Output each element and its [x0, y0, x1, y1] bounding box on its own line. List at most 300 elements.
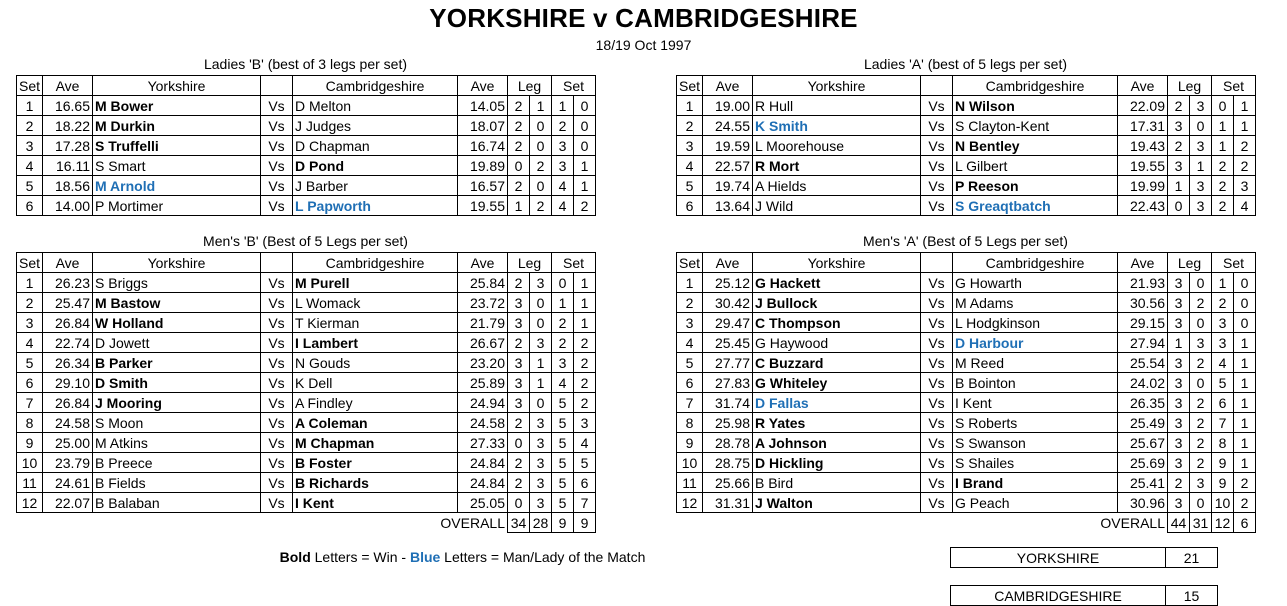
home-sets: 1 — [1212, 136, 1234, 156]
away-average: 21.79 — [458, 313, 508, 333]
set-number: 7 — [677, 393, 703, 413]
table-row — [677, 353, 1256, 373]
away-sets: 4 — [574, 433, 596, 453]
home-average: 25.66 — [703, 473, 753, 493]
away-player: I Kent — [953, 393, 1118, 413]
set-number: 3 — [17, 136, 43, 156]
away-average: 27.33 — [458, 433, 508, 453]
column-header: Leg — [508, 76, 552, 96]
away-legs: 3 — [530, 493, 552, 513]
away-average: 16.57 — [458, 176, 508, 196]
set-number: 10 — [17, 453, 43, 473]
home-legs: 3 — [1168, 353, 1190, 373]
vs-label: Vs — [921, 273, 953, 293]
away-average: 17.31 — [1118, 116, 1168, 136]
home-sets: 3 — [1212, 313, 1234, 333]
away-legs: 0 — [530, 393, 552, 413]
home-legs: 3 — [1168, 293, 1190, 313]
home-player: G Hackett — [753, 273, 921, 293]
home-sets: 9 — [1212, 473, 1234, 493]
vs-label: Vs — [261, 293, 293, 313]
vs-label: Vs — [261, 433, 293, 453]
away-sets: 2 — [1234, 136, 1256, 156]
table-row — [677, 136, 1256, 156]
vs-label: Vs — [261, 453, 293, 473]
vs-label: Vs — [261, 373, 293, 393]
home-sets: 3 — [552, 136, 574, 156]
home-legs: 3 — [1168, 156, 1190, 176]
table-row — [17, 493, 596, 513]
away-legs: 0 — [1190, 373, 1212, 393]
home-player: M Arnold — [93, 176, 261, 196]
overall-row — [17, 513, 596, 533]
away-player: N Gouds — [293, 353, 458, 373]
vs-label: Vs — [261, 116, 293, 136]
away-sets: 1 — [574, 313, 596, 333]
home-player: M Bastow — [93, 293, 261, 313]
vs-label: Vs — [921, 96, 953, 116]
home-average: 26.34 — [43, 353, 93, 373]
table-row — [677, 156, 1256, 176]
home-player: G Whiteley — [753, 373, 921, 393]
vs-label: Vs — [921, 333, 953, 353]
column-header: Yorkshire — [93, 76, 261, 96]
away-player: M Purell — [293, 273, 458, 293]
column-header: Cambridgeshire — [293, 76, 458, 96]
away-legs: 0 — [1190, 493, 1212, 513]
home-sets: 4 — [552, 196, 574, 216]
column-header — [921, 76, 953, 96]
away-player: S Shailes — [953, 453, 1118, 473]
away-player: B Bointon — [953, 373, 1118, 393]
home-player: D Jowett — [93, 333, 261, 353]
home-player: P Mortimer — [93, 196, 261, 216]
home-average: 31.74 — [703, 393, 753, 413]
away-legs: 2 — [1190, 353, 1212, 373]
away-average: 26.35 — [1118, 393, 1168, 413]
away-player: I Kent — [293, 493, 458, 513]
home-legs: 0 — [508, 433, 530, 453]
away-average: 14.05 — [458, 96, 508, 116]
score-cambridgeshire — [950, 585, 1218, 606]
home-legs: 3 — [1168, 393, 1190, 413]
home-legs: 2 — [1168, 136, 1190, 156]
away-sets: 2 — [574, 196, 596, 216]
set-number: 6 — [677, 196, 703, 216]
home-legs: 2 — [508, 453, 530, 473]
away-player: P Reeson — [953, 176, 1118, 196]
home-sets: 5 — [1212, 373, 1234, 393]
away-legs: 3 — [530, 413, 552, 433]
table-row — [677, 413, 1256, 433]
table-row — [17, 313, 596, 333]
home-player: M Atkins — [93, 433, 261, 453]
overall-value: 6 — [1234, 513, 1256, 533]
home-sets: 1 — [552, 293, 574, 313]
away-legs: 0 — [1190, 273, 1212, 293]
home-average: 27.83 — [703, 373, 753, 393]
vs-label: Vs — [261, 493, 293, 513]
legend — [0, 549, 925, 565]
home-player: J Wild — [753, 196, 921, 216]
away-average: 25.89 — [458, 373, 508, 393]
away-average: 30.56 — [1118, 293, 1168, 313]
away-sets: 1 — [1234, 116, 1256, 136]
table-row — [677, 473, 1256, 493]
vs-label: Vs — [921, 353, 953, 373]
table-row — [17, 156, 596, 176]
set-number: 12 — [17, 493, 43, 513]
table-row — [677, 116, 1256, 136]
column-header: Set — [1212, 253, 1256, 273]
home-legs: 1 — [508, 196, 530, 216]
set-number: 8 — [677, 413, 703, 433]
header-row — [677, 253, 1256, 273]
legend-blue-text: Letters = Man/Lady of the Match — [440, 549, 646, 565]
table-row — [17, 116, 596, 136]
away-legs: 0 — [530, 313, 552, 333]
away-player: S Clayton-Kent — [953, 116, 1118, 136]
away-average: 25.67 — [1118, 433, 1168, 453]
home-player: S Smart — [93, 156, 261, 176]
home-average: 25.47 — [43, 293, 93, 313]
vs-label: Vs — [261, 413, 293, 433]
vs-label: Vs — [921, 196, 953, 216]
away-legs: 1 — [1190, 156, 1212, 176]
away-player: A Findley — [293, 393, 458, 413]
away-sets: 1 — [1234, 333, 1256, 353]
away-legs: 0 — [530, 116, 552, 136]
overall-row — [677, 513, 1256, 533]
table-row — [17, 333, 596, 353]
home-player: D Smith — [93, 373, 261, 393]
away-legs: 3 — [530, 473, 552, 493]
set-number: 1 — [17, 96, 43, 116]
set-number: 2 — [17, 293, 43, 313]
home-legs: 0 — [508, 156, 530, 176]
table-row — [17, 176, 596, 196]
column-header: Ave — [458, 253, 508, 273]
home-player: B Fields — [93, 473, 261, 493]
away-legs: 2 — [1190, 413, 1212, 433]
away-average: 22.09 — [1118, 96, 1168, 116]
home-legs: 3 — [1168, 413, 1190, 433]
away-legs: 2 — [530, 156, 552, 176]
away-player: S Swanson — [953, 433, 1118, 453]
away-sets: 1 — [574, 156, 596, 176]
home-sets: 2 — [552, 116, 574, 136]
away-average: 25.84 — [458, 273, 508, 293]
legend-bold: Bold — [279, 549, 311, 565]
home-sets: 4 — [552, 176, 574, 196]
home-average: 26.84 — [43, 313, 93, 333]
away-player: T Kierman — [293, 313, 458, 333]
vs-label: Vs — [921, 313, 953, 333]
away-sets: 1 — [1234, 353, 1256, 373]
vs-label: Vs — [921, 136, 953, 156]
home-sets: 2 — [552, 333, 574, 353]
away-player: N Bentley — [953, 136, 1118, 156]
vs-label: Vs — [261, 136, 293, 156]
away-player: D Pond — [293, 156, 458, 176]
away-player: S Greaqtbatch — [953, 196, 1118, 216]
home-player: W Holland — [93, 313, 261, 333]
column-header: Ave — [458, 76, 508, 96]
away-average: 16.74 — [458, 136, 508, 156]
home-sets: 3 — [1212, 333, 1234, 353]
away-legs: 0 — [1190, 116, 1212, 136]
table-row — [677, 393, 1256, 413]
home-average: 22.07 — [43, 493, 93, 513]
vs-label: Vs — [921, 156, 953, 176]
column-header — [261, 253, 293, 273]
home-sets: 1 — [1212, 116, 1234, 136]
home-average: 24.61 — [43, 473, 93, 493]
away-average: 25.54 — [1118, 353, 1168, 373]
table-row — [17, 473, 596, 493]
home-average: 27.77 — [703, 353, 753, 373]
home-player: C Thompson — [753, 313, 921, 333]
set-number: 7 — [17, 393, 43, 413]
home-player: C Buzzard — [753, 353, 921, 373]
column-header: Yorkshire — [753, 253, 921, 273]
home-sets: 0 — [552, 273, 574, 293]
away-sets: 3 — [1234, 176, 1256, 196]
vs-label: Vs — [921, 433, 953, 453]
home-player: G Haywood — [753, 333, 921, 353]
set-number: 12 — [677, 493, 703, 513]
set-number: 2 — [677, 116, 703, 136]
away-player: I Lambert — [293, 333, 458, 353]
away-player: A Coleman — [293, 413, 458, 433]
table-row — [677, 176, 1256, 196]
away-sets: 2 — [574, 373, 596, 393]
column-header — [921, 253, 953, 273]
table-row — [17, 136, 596, 156]
vs-label: Vs — [261, 96, 293, 116]
table-row — [677, 313, 1256, 333]
results-table-ladies-b — [16, 75, 596, 216]
table-row — [17, 273, 596, 293]
home-legs: 3 — [1168, 493, 1190, 513]
home-sets: 2 — [1212, 156, 1234, 176]
home-average: 24.58 — [43, 413, 93, 433]
home-average: 16.65 — [43, 96, 93, 116]
vs-label: Vs — [261, 196, 293, 216]
set-number: 1 — [17, 273, 43, 293]
home-average: 13.64 — [703, 196, 753, 216]
set-number: 6 — [17, 196, 43, 216]
home-average: 28.78 — [703, 433, 753, 453]
home-sets: 2 — [552, 313, 574, 333]
home-legs: 3 — [508, 373, 530, 393]
home-legs: 3 — [1168, 273, 1190, 293]
away-sets: 1 — [1234, 453, 1256, 473]
away-player: D Harbour — [953, 333, 1118, 353]
away-player: G Peach — [953, 493, 1118, 513]
home-sets: 2 — [1212, 293, 1234, 313]
away-legs: 2 — [1190, 433, 1212, 453]
away-legs: 1 — [530, 96, 552, 116]
home-player: R Hull — [753, 96, 921, 116]
vs-label: Vs — [261, 313, 293, 333]
overall-value: 9 — [552, 513, 574, 533]
score-team-label: YORKSHIRE — [951, 548, 1166, 568]
home-average: 19.00 — [703, 96, 753, 116]
table-row — [677, 333, 1256, 353]
set-number: 1 — [677, 96, 703, 116]
away-legs: 2 — [1190, 293, 1212, 313]
away-legs: 2 — [1190, 453, 1212, 473]
home-player: L Moorehouse — [753, 136, 921, 156]
vs-label: Vs — [921, 493, 953, 513]
home-player: R Yates — [753, 413, 921, 433]
away-player: B Richards — [293, 473, 458, 493]
away-legs: 3 — [1190, 176, 1212, 196]
table-caption: Men's 'B' (Best of 5 Legs per set) — [203, 233, 408, 249]
home-legs: 3 — [1168, 433, 1190, 453]
overall-value: 44 — [1168, 513, 1190, 533]
set-number: 3 — [677, 136, 703, 156]
away-average: 24.84 — [458, 453, 508, 473]
table-row — [17, 96, 596, 116]
vs-label: Vs — [261, 273, 293, 293]
home-player: B Balaban — [93, 493, 261, 513]
away-average: 24.02 — [1118, 373, 1168, 393]
home-legs: 3 — [1168, 116, 1190, 136]
home-player: R Mort — [753, 156, 921, 176]
vs-label: Vs — [261, 473, 293, 493]
column-header: Ave — [1118, 76, 1168, 96]
home-average: 26.84 — [43, 393, 93, 413]
table-row — [677, 453, 1256, 473]
table-row — [677, 196, 1256, 216]
overall-value: 34 — [508, 513, 530, 533]
set-number: 9 — [677, 433, 703, 453]
away-legs: 2 — [1190, 393, 1212, 413]
column-header: Cambridgeshire — [953, 253, 1118, 273]
column-header: Set — [677, 253, 703, 273]
home-average: 26.23 — [43, 273, 93, 293]
set-number: 4 — [17, 156, 43, 176]
away-sets: 2 — [574, 333, 596, 353]
set-number: 1 — [677, 273, 703, 293]
away-legs: 3 — [1190, 473, 1212, 493]
home-legs: 3 — [508, 293, 530, 313]
match-date: 18/19 Oct 1997 — [595, 37, 692, 53]
home-sets: 5 — [552, 473, 574, 493]
results-table-ladies-a — [676, 75, 1256, 216]
header-row — [17, 76, 596, 96]
away-player: G Howarth — [953, 273, 1118, 293]
home-sets: 7 — [1212, 413, 1234, 433]
away-sets: 0 — [1234, 313, 1256, 333]
results-table-mens-b — [16, 252, 596, 533]
home-sets: 5 — [552, 493, 574, 513]
away-player: N Wilson — [953, 96, 1118, 116]
home-legs: 0 — [1168, 196, 1190, 216]
away-sets: 0 — [1234, 273, 1256, 293]
home-average: 19.59 — [703, 136, 753, 156]
table-row — [677, 433, 1256, 453]
home-average: 25.98 — [703, 413, 753, 433]
set-number: 11 — [17, 473, 43, 493]
away-sets: 0 — [1234, 293, 1256, 313]
home-sets: 0 — [1212, 96, 1234, 116]
column-header: Ave — [703, 76, 753, 96]
table-row — [17, 293, 596, 313]
column-header: Leg — [1168, 76, 1212, 96]
home-legs: 2 — [508, 273, 530, 293]
away-sets: 5 — [574, 453, 596, 473]
away-average: 24.94 — [458, 393, 508, 413]
home-average: 25.00 — [43, 433, 93, 453]
home-sets: 2 — [1212, 196, 1234, 216]
set-number: 5 — [677, 353, 703, 373]
away-average: 23.20 — [458, 353, 508, 373]
home-legs: 3 — [508, 353, 530, 373]
column-header: Yorkshire — [93, 253, 261, 273]
away-legs: 0 — [530, 293, 552, 313]
home-player: J Bullock — [753, 293, 921, 313]
away-average: 22.43 — [1118, 196, 1168, 216]
home-player: J Mooring — [93, 393, 261, 413]
away-average: 18.07 — [458, 116, 508, 136]
away-legs: 3 — [1190, 196, 1212, 216]
home-average: 18.22 — [43, 116, 93, 136]
away-sets: 7 — [574, 493, 596, 513]
table-row — [17, 453, 596, 473]
away-average: 19.99 — [1118, 176, 1168, 196]
home-sets: 5 — [552, 433, 574, 453]
away-average: 19.89 — [458, 156, 508, 176]
table-row — [17, 373, 596, 393]
home-legs: 3 — [1168, 373, 1190, 393]
set-number: 5 — [17, 176, 43, 196]
home-average: 17.28 — [43, 136, 93, 156]
away-legs: 3 — [1190, 136, 1212, 156]
overall-value: 9 — [574, 513, 596, 533]
column-header: Set — [1212, 76, 1256, 96]
vs-label: Vs — [261, 393, 293, 413]
away-legs: 0 — [530, 136, 552, 156]
away-sets: 2 — [574, 393, 596, 413]
home-average: 14.00 — [43, 196, 93, 216]
column-header: Ave — [43, 253, 93, 273]
table-caption: Ladies 'A' (best of 5 legs per set) — [863, 56, 1067, 72]
vs-label: Vs — [921, 293, 953, 313]
table-caption: Men's 'A' (Best of 5 Legs per set) — [863, 233, 1068, 249]
header-row — [677, 76, 1256, 96]
table-row — [17, 393, 596, 413]
table-row — [17, 433, 596, 453]
home-legs: 2 — [1168, 473, 1190, 493]
set-number: 2 — [17, 116, 43, 136]
table-row — [677, 273, 1256, 293]
away-sets: 0 — [574, 96, 596, 116]
vs-label: Vs — [261, 353, 293, 373]
set-number: 3 — [17, 313, 43, 333]
home-player: S Briggs — [93, 273, 261, 293]
score-yorkshire — [950, 547, 1218, 568]
page-title: YORKSHIRE v CAMBRIDGESHIRE — [429, 3, 858, 33]
home-average: 19.74 — [703, 176, 753, 196]
away-sets: 1 — [1234, 433, 1256, 453]
away-sets: 1 — [574, 293, 596, 313]
vs-label: Vs — [261, 176, 293, 196]
away-sets: 0 — [574, 136, 596, 156]
set-number: 10 — [677, 453, 703, 473]
